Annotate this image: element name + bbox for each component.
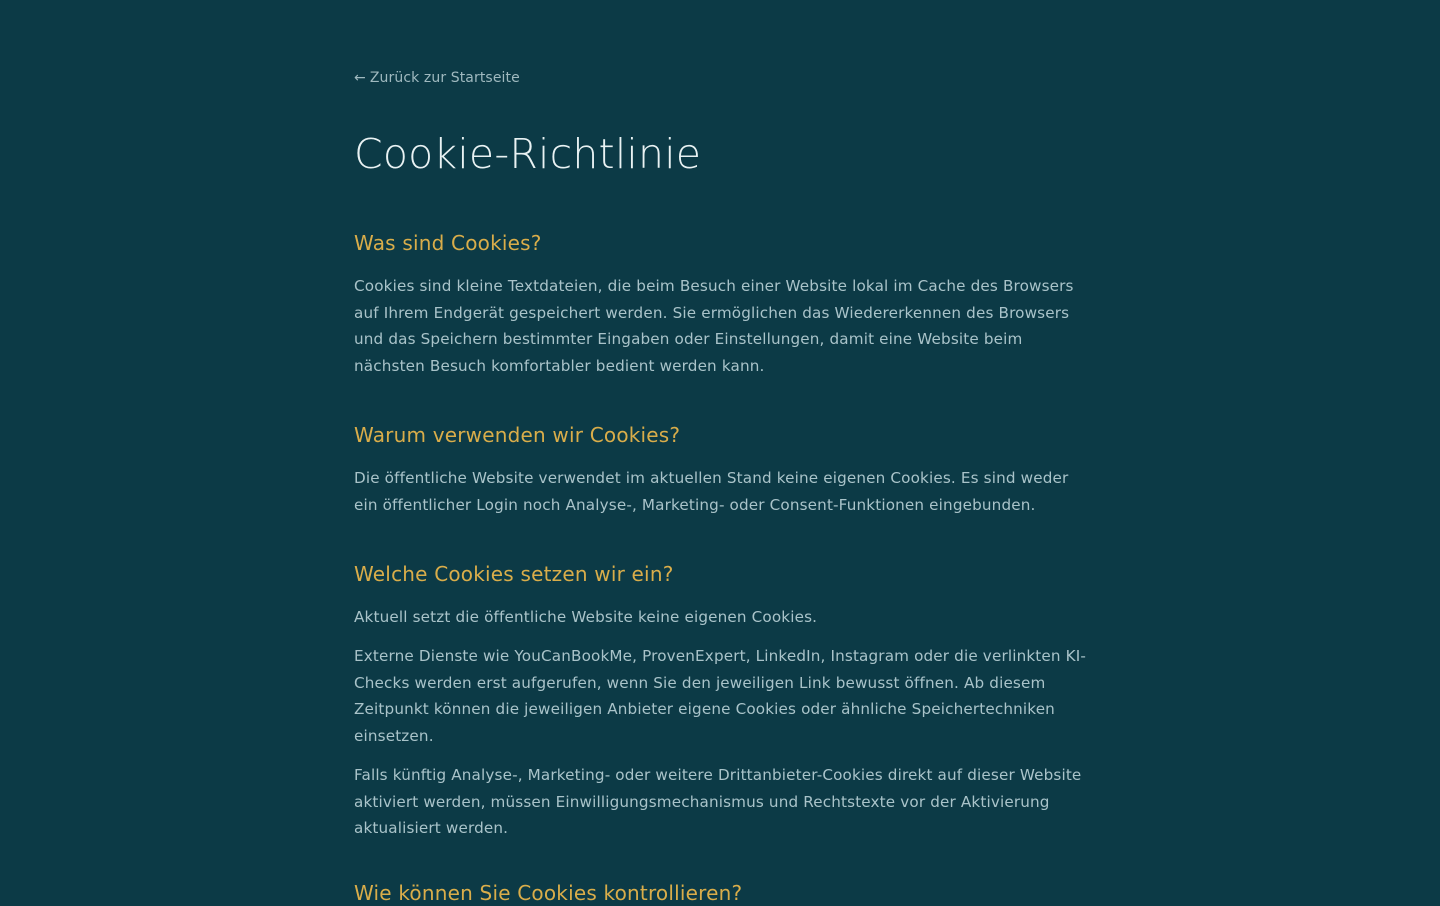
section-paragraph: Falls künftig Analyse-, Marketing- oder weitere Drittanbieter-Cookies direkt auf dieser Website aktiviert werden, müssen Einwilligungsmechanismus und Rechtstexte vor der Aktivierung aktualisiert werden. — [354, 766, 1082, 837]
section-heading-was-sind-cookies: Was sind Cookies? — [354, 231, 542, 255]
section-heading-welche-cookies: Welche Cookies setzen wir ein? — [354, 562, 674, 586]
section-heading-cookies-kontrollieren: Wie können Sie Cookies kontrollieren? — [354, 881, 743, 905]
section-paragraph: Externe Dienste wie YouCanBookMe, ProvenExpert, LinkedIn, Instagram oder die verlinkten KI-Checks werden erst aufgerufen, wenn Sie den jeweiligen Link bewusst öffnen. Ab diesem Zeitpunkt können die jeweiligen Anbieter eigene Cookies oder ähnliche Speichertechniken einsetzen. — [354, 647, 1087, 745]
back-link-label: Zurück zur Startseite — [369, 70, 520, 86]
arrow-left-icon: ← — [354, 70, 366, 86]
section-heading-warum-cookies: Warum verwenden wir Cookies? — [354, 423, 681, 447]
section-paragraph: Cookies sind kleine Textdateien, die beim Besuch einer Website lokal im Cache des Browsers auf Ihrem Endgerät gespeichert werden. Sie ermöglichen das Wiedererkennen des Browsers und das Speichern bestimmter Eingaben oder Einstellungen, damit eine Website beim nächsten Besuch komfortabler bedient werden kann. — [354, 277, 1074, 375]
section-paragraph: Aktuell setzt die öffentliche Website keine eigenen Cookies. — [354, 608, 818, 626]
page-title: Cookie-Richtlinie — [354, 130, 702, 178]
section-paragraph: Die öffentliche Website verwendet im aktuellen Stand keine eigenen Cookies. Es sind weder ein öffentlicher Login noch Analyse-, Marketing- oder Consent-Funktionen eingebunden. — [354, 469, 1069, 514]
back-to-home-link[interactable] — [354, 69, 520, 87]
